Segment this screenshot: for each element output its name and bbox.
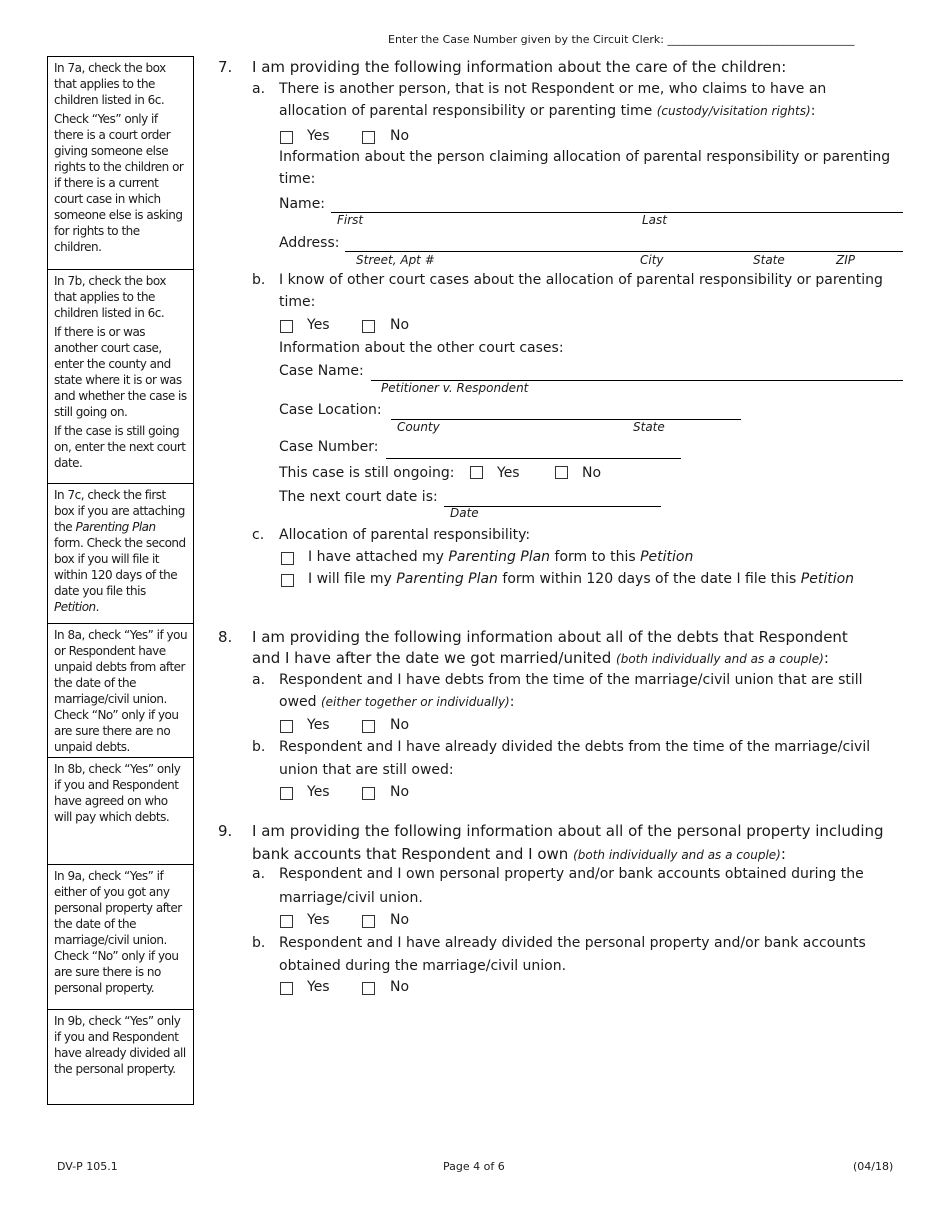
9a-yes-label: Yes [307, 912, 330, 928]
ongoing-no-checkbox[interactable] [555, 466, 568, 479]
section-9-title: I am providing the following information about all of the personal property including [252, 822, 884, 840]
ongoing-yes-checkbox[interactable] [470, 466, 483, 479]
item-9a-letter: a. [252, 866, 266, 882]
zip-caption: ZIP [836, 253, 855, 267]
parenting-plan-attached-checkbox[interactable] [281, 552, 294, 565]
item-9b-text: obtained during the marriage/civil union. [279, 958, 567, 974]
item-9a-text: Respondent and I own personal property and/or bank accounts obtained during the [279, 866, 864, 882]
case-location-field[interactable] [391, 419, 741, 420]
instruction-text: In 8a, check “Yes” if you or Respondent have unpaid debts from after the date of the marriage/civil union. Check “No” only if you are sure there are no unpaid debts. [54, 628, 188, 754]
case-number-header: Enter the Case Number given by the Circuit Clerk: __________________________________ [388, 33, 855, 46]
8a-yes-label: Yes [307, 717, 330, 733]
instruction-7c [48, 484, 193, 624]
7b-no-label: No [390, 317, 410, 333]
9a-no-label: No [390, 912, 410, 928]
item-9b-text: Respondent and I have already divided the personal property and/or bank accounts [279, 935, 866, 951]
instruction-8b [48, 758, 193, 865]
item-8a-text: Respondent and I have debts from the time of the marriage/civil union that are still [279, 672, 863, 688]
state-caption: State [633, 420, 665, 434]
state-caption: State [753, 253, 785, 267]
name-field[interactable] [331, 212, 903, 213]
7b-no-checkbox[interactable] [362, 320, 375, 333]
instruction-text: Check “Yes” only if there is a court order giving someone else rights to the children or if there is a current court case in which someone else is asking for rights to the children. [54, 112, 184, 254]
ongoing-yes-label: Yes [497, 465, 520, 481]
item-7c-letter: c. [252, 527, 265, 543]
instruction-8a [48, 624, 193, 758]
9a-yes-checkbox[interactable] [280, 915, 293, 928]
parenting-plan-attached-label: I have attached my Parenting Plan form to this Petition [308, 549, 694, 565]
item-7a-text: There is another person, that is not Respondent or me, who claims to have an [279, 81, 827, 97]
item-8b-text: Respondent and I have already divided the debts from the time of the marriage/civil [279, 739, 871, 755]
section-8-title: and I have after the date we got married/united (both individually and as a couple): [252, 649, 829, 667]
case-number-field[interactable] [386, 458, 681, 459]
case-number-label: Case Number: [279, 439, 379, 455]
county-caption: County [397, 420, 440, 434]
instruction-text: In 8b, check “Yes” only if you and Respondent have agreed on who will pay which debts. [54, 762, 181, 824]
item-9b-letter: b. [252, 935, 266, 951]
parenting-plan-later-checkbox[interactable] [281, 574, 294, 587]
form-id: DV-P 105.1 [57, 1160, 118, 1173]
section-7-title: I am providing the following information about the care of the children: [252, 58, 787, 76]
7a-info-text: Information about the person claiming allocation of parental responsibility or parenting [279, 149, 891, 165]
instruction-text: In 7c, check the first box if you are attaching the Parenting Plan form. Check the second box if you will file it within 120 days of the date you file this Petition. [54, 488, 186, 614]
petitioner-caption: Petitioner v. Respondent [381, 381, 529, 395]
9b-no-label: No [390, 979, 410, 995]
9b-no-checkbox[interactable] [362, 982, 375, 995]
case-location-label: Case Location: [279, 402, 382, 418]
section-9-number: 9. [218, 822, 233, 840]
9a-no-checkbox[interactable] [362, 915, 375, 928]
9b-yes-checkbox[interactable] [280, 982, 293, 995]
item-8a-letter: a. [252, 672, 266, 688]
item-9a-text: marriage/civil union. [279, 890, 423, 906]
7a-yes-label: Yes [307, 128, 330, 144]
7b-yes-label: Yes [307, 317, 330, 333]
city-caption: City [640, 253, 664, 267]
section-8-number: 8. [218, 628, 233, 646]
7b-yes-checkbox[interactable] [280, 320, 293, 333]
page-number: Page 4 of 6 [443, 1160, 505, 1173]
item-8a-text: owed (either together or individually): [279, 694, 515, 710]
address-field[interactable] [345, 251, 903, 252]
instruction-text: If the case is still going on, enter the next court date. [54, 424, 186, 470]
last-caption: Last [642, 213, 667, 227]
8b-no-label: No [390, 784, 410, 800]
instruction-text: In 9a, check “Yes” if either of you got any personal property after the date of the marriage/civil union. Check “No” only if you are sure there is no personal property. [54, 869, 182, 995]
8b-yes-checkbox[interactable] [280, 787, 293, 800]
7a-info-text: time: [279, 171, 316, 187]
instruction-text: In 7a, check the box that applies to the children listed in 6c. [54, 61, 166, 107]
instruction-text: In 7b, check the box that applies to the children listed in 6c. [54, 274, 166, 320]
7a-yes-checkbox[interactable] [280, 131, 293, 144]
section-9-title: bank accounts that Respondent and I own (both individually and as a couple): [252, 845, 786, 863]
9b-yes-label: Yes [307, 979, 330, 995]
item-7a-text: allocation of parental responsibility or parenting time (custody/visitation rights): [279, 103, 816, 119]
ongoing-label: This case is still ongoing: [279, 465, 455, 481]
form-date: (04/18) [853, 1160, 894, 1173]
7a-no-checkbox[interactable] [362, 131, 375, 144]
8a-no-checkbox[interactable] [362, 720, 375, 733]
case-name-label: Case Name: [279, 363, 364, 379]
7b-info-text: Information about the other court cases: [279, 340, 564, 356]
item-8b-text: union that are still owed: [279, 762, 454, 778]
parenting-plan-later-label: I will file my Parenting Plan form within 120 days of the date I file this Petition [308, 571, 855, 587]
item-7c-title: Allocation of parental responsibility: [279, 527, 531, 543]
section-8-title: I am providing the following information about all of the debts that Respondent [252, 628, 848, 646]
date-caption: Date [450, 506, 479, 520]
item-7a-letter: a. [252, 81, 266, 97]
8b-no-checkbox[interactable] [362, 787, 375, 800]
instruction-7b [48, 270, 193, 484]
street-caption: Street, Apt # [356, 253, 435, 267]
8b-yes-label: Yes [307, 784, 330, 800]
item-7b-letter: b. [252, 272, 266, 288]
instruction-9b [48, 1010, 193, 1104]
instruction-text: In 9b, check “Yes” only if you and Respondent have already divided all the personal property. [54, 1014, 186, 1076]
instructions-sidebar [47, 56, 194, 1105]
instruction-9a [48, 865, 193, 1010]
7a-no-label: No [390, 128, 410, 144]
instruction-7a [48, 57, 193, 270]
8a-no-label: No [390, 717, 410, 733]
section-7-number: 7. [218, 58, 233, 76]
item-7b-text: time: [279, 294, 316, 310]
instruction-text: If there is or was another court case, enter the county and state where it is or was and whether the case is still going on. [54, 325, 187, 419]
item-7b-text: I know of other court cases about the allocation of parental responsibility or parenting [279, 272, 883, 288]
next-date-label: The next court date is: [279, 489, 438, 505]
item-8b-letter: b. [252, 739, 266, 755]
8a-yes-checkbox[interactable] [280, 720, 293, 733]
ongoing-no-label: No [582, 465, 602, 481]
address-label: Address: [279, 235, 340, 251]
first-caption: First [337, 213, 364, 227]
name-label: Name: [279, 196, 326, 212]
